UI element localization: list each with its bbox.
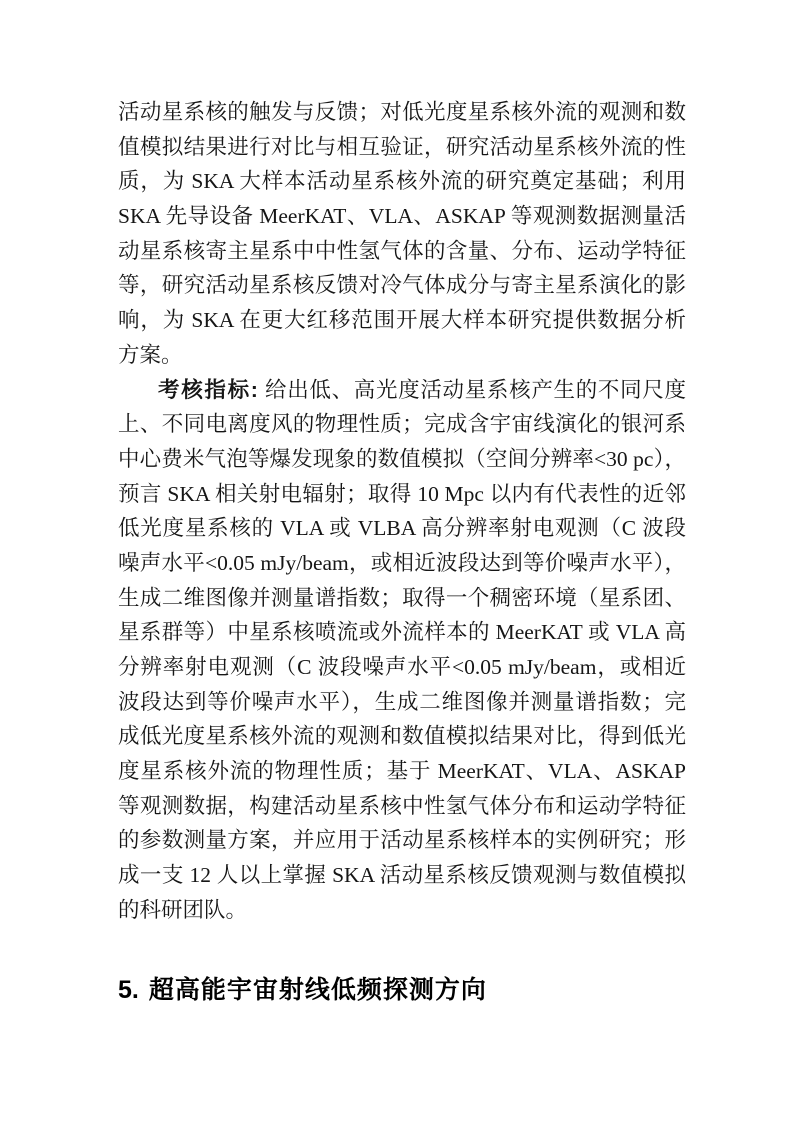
- text-line: 值模拟结果进行对比与相互验证，研究活动星系核外流的性: [118, 134, 686, 159]
- section-number: 5.: [118, 975, 139, 1004]
- text-line: 预言 SKA 相关射电辐射；取得 10 Mpc 以内有代表性的近邻: [118, 481, 686, 506]
- paragraph-lead-label: 考核指标:: [158, 377, 259, 402]
- text-line: 噪声水平<0.05 mJy/beam，或相近波段达到等价噪声水平），: [118, 550, 686, 575]
- paragraph-agn-outflow: [118, 95, 686, 373]
- text-line-content: 给出低、高光度活动星系核产生的不同尺度: [258, 377, 686, 402]
- text-line: 生成二维图像并测量谱指数；取得一个稠密环境（星系团、: [118, 585, 686, 610]
- section-heading: [118, 972, 686, 1008]
- text-line: 活动星系核的触发与反馈；对低光度星系核外流的观测和数: [118, 100, 686, 124]
- text-line: 中心费米气泡等爆发现象的数值模拟（空间分辨率<30 pc），: [118, 446, 686, 471]
- paragraphs-container: [118, 95, 686, 928]
- text-line: 响，为 SKA 在更大红移范围开展大样本研究提供数据分析: [118, 308, 686, 333]
- text-line: 动星系核寄主星系中中性氢气体的含量、分布、运动学特征: [118, 238, 686, 263]
- text-line: 成低光度星系核外流的观测和数值模拟结果对比，得到低光: [118, 724, 686, 749]
- text-line: 的科研团队。: [118, 897, 248, 922]
- text-line: 波段达到等价噪声水平），生成二维图像并测量谱指数；完: [118, 689, 686, 714]
- paragraph-assessment-metrics: [118, 373, 686, 928]
- text-block: [118, 95, 686, 1008]
- text-line: 等，研究活动星系核反馈对冷气体成分与寄主星系演化的影: [118, 273, 686, 298]
- section-title: 超高能宇宙射线低频探测方向: [148, 975, 487, 1004]
- text-line: 等观测数据，构建活动星系核中性氢气体分布和运动学特征: [118, 793, 686, 818]
- text-line: 分辨率射电观测（C 波段噪声水平<0.05 mJy/beam，或相近: [118, 655, 686, 679]
- text-line: 度星系核外流的物理性质；基于 MeerKAT、VLA、ASKAP: [118, 759, 686, 784]
- text-line: 质，为 SKA 大样本活动星系核外流的研究奠定基础；利用: [118, 169, 686, 194]
- text-line: 成一支 12 人以上掌握 SKA 活动星系核反馈观测与数值模拟: [118, 863, 686, 888]
- text-line: 低光度星系核的 VLA 或 VLBA 高分辨率射电观测（C 波段: [118, 516, 686, 541]
- text-line: 方案。: [118, 342, 183, 367]
- text-line: 星系群等）中星系核喷流或外流样本的 MeerKAT 或 VLA 高: [118, 620, 686, 645]
- text-line: 的参数测量方案，并应用于活动星系核样本的实例研究；形: [118, 828, 686, 853]
- text-line: SKA 先导设备 MeerKAT、VLA、ASKAP 等观测数据测量活: [118, 204, 686, 229]
- text-line: [118, 373, 686, 408]
- text-line: 上、不同电离度风的物理性质；完成含宇宙线演化的银河系: [118, 412, 686, 437]
